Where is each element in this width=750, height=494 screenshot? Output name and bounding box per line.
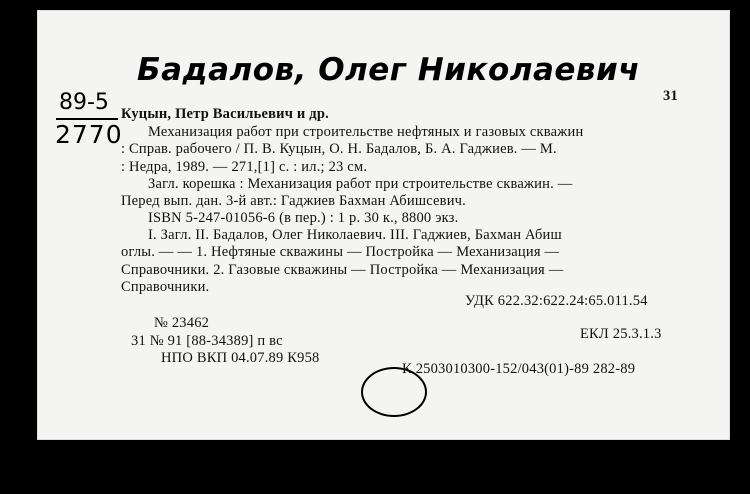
- title-line-3: : Недра, 1989. — 271,[1] с. : ил.; 23 см.: [121, 159, 368, 175]
- index-line: К 2503010300-152/043(01)-89 282-89: [402, 361, 636, 377]
- tracing-line-4: Справочники.: [121, 279, 210, 295]
- tracing-line-2: оглы. — — 1. Нефтяные скважины — Постройка — Механизация —: [121, 244, 560, 260]
- catalog-card: [37, 10, 730, 440]
- shelf-mark-top: 89-5: [59, 90, 109, 115]
- udk-code: УДК 622.32:622.24:65.011.54: [465, 293, 648, 309]
- shelf-mark-bottom: 2770: [55, 120, 123, 149]
- ekl-code: ЕКЛ 25.3.1.3: [580, 326, 662, 342]
- order-line: 31 № 91 [88-34389] п вс: [131, 333, 283, 349]
- tracing-line-3: Справочники. 2. Газовые скважины — Постройка — Механизация —: [121, 262, 564, 278]
- edge-mark-top: [736, 18, 750, 21]
- isbn-line: ISBN 5-247-01056-6 (в пер.) : 1 р. 30 к., 8800 экз.: [148, 210, 459, 226]
- title-line-2: : Справ. рабочего / П. В. Куцын, О. Н. Бадалов, Б. А. Гаджиев. — М.: [121, 141, 557, 157]
- registration-number: № 23462: [154, 315, 210, 331]
- handwritten-name: Бадалов, Олег Николаевич: [137, 52, 641, 88]
- note-line-2: Перед вып. дан. 3-й авт.: Гаджиев Бахман Абишсевич.: [121, 193, 466, 209]
- npo-line: НПО ВКП 04.07.89 К958: [161, 350, 320, 366]
- tracing-line-1: I. Загл. II. Бадалов, Олег Николаевич. III. Гаджиев, Бахман Абиш: [148, 227, 562, 243]
- page-number: 31: [663, 88, 678, 104]
- title-line-1: Механизация работ при строительстве нефтяных и газовых скважин: [148, 124, 584, 140]
- note-line-1: Загл. корешка : Механизация работ при строительстве скважин. —: [148, 176, 573, 192]
- edge-mark-bottom: [736, 160, 750, 163]
- author-heading: Куцын, Петр Васильевич и др.: [121, 106, 329, 122]
- scan-bottom-border: [0, 446, 750, 494]
